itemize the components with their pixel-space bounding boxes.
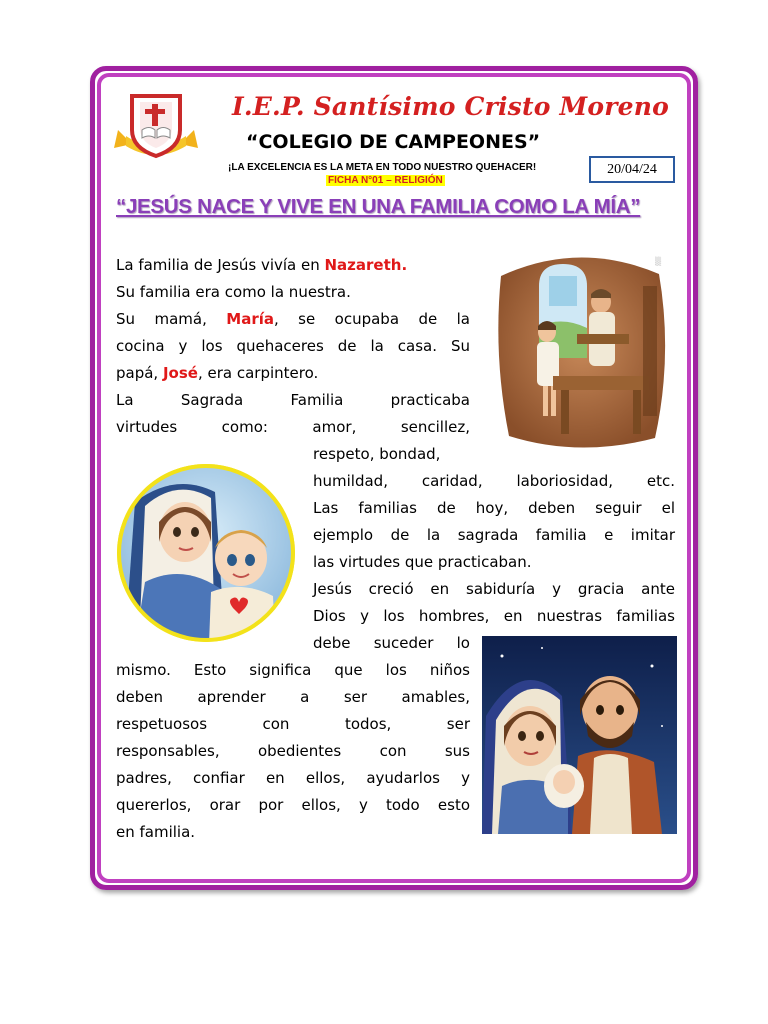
text-line: quererlos, orar por ellos, y todo esto: [116, 796, 470, 814]
svg-text:▒: ▒: [655, 257, 662, 266]
text-line: responsables, obedientes con sus: [116, 742, 470, 760]
worksheet-label: FICHA N°01 – RELIGIÓN: [328, 175, 443, 186]
text-line: La Sagrada Familia practicaba: [116, 391, 470, 409]
text-line: cocina y los quehaceres de la casa. Su: [116, 337, 470, 355]
text-line: humildad, caridad, laboriosidad, etc.: [313, 472, 675, 490]
text-line: deben aprender a ser amables,: [116, 688, 470, 706]
school-slogan: ¡LA EXCELENCIA ES LA META EN TODO NUESTRO QUEHACER!: [228, 162, 537, 173]
text-line: Su familia era como la nuestra.: [116, 283, 351, 301]
text-line: padres, confiar en ellos, ayudarlos y: [116, 769, 470, 787]
text-line: en familia.: [116, 823, 196, 841]
text-line: mismo. Esto significa que los niños: [116, 661, 470, 679]
text-line: Su mamá, María, se ocupaba de la: [116, 310, 470, 328]
text-line: respeto, bondad,: [313, 445, 441, 463]
text-line: virtudes como: amor, sencillez,: [116, 418, 470, 436]
text-line: La familia de Jesús vivía en Nazareth.: [116, 256, 408, 274]
text-line: ejemplo de la sagrada familia e imitar: [313, 526, 675, 544]
text-line: respetuosos con todos, ser: [116, 715, 470, 733]
school-shield-logo-icon: [112, 90, 200, 162]
text-line: Las familias de hoy, deben seguir el: [313, 499, 675, 517]
text-line: Dios y los hombres, en nuestras familias: [313, 607, 675, 625]
lesson-title: “JESÚS NACE Y VIVE EN UNA FAMILIA COMO LA MÍA”: [116, 195, 641, 218]
mary-and-child-image: [115, 462, 297, 644]
school-motto: “COLEGIO DE CAMPEONES”: [246, 131, 541, 153]
text-line: debe suceder lo: [313, 634, 470, 652]
date-box: 20/04/24: [589, 156, 675, 183]
school-name: I.E.P. Santísimo Cristo Moreno: [232, 92, 669, 121]
text-line: las virtudes que practicaban.: [313, 553, 532, 571]
text-line: Jesús creció en sabiduría y gracia ante: [313, 580, 675, 598]
holy-family-image: [482, 636, 677, 834]
text-line: papá, José, era carpintero.: [116, 364, 319, 382]
carpenter-workshop-image: [483, 246, 677, 454]
